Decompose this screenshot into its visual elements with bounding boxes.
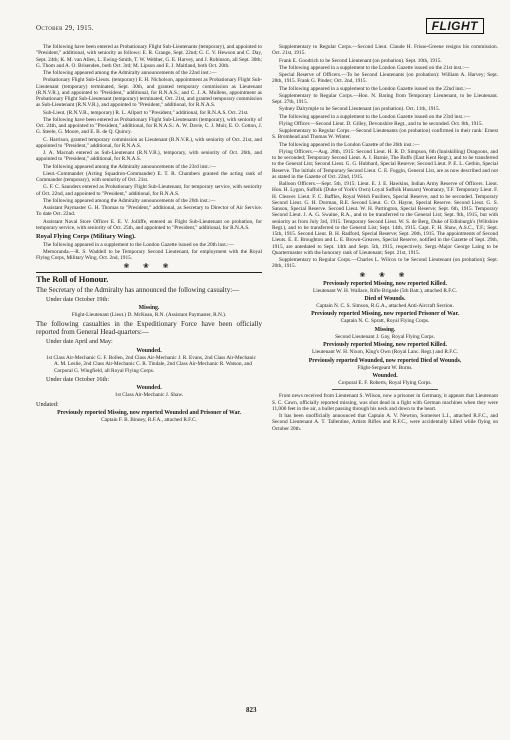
roll-of-honour-heading: The Roll of Honour. bbox=[36, 274, 109, 285]
paragraph: Balloon Officers.—Sept. 5th, 1915: Lieut. E. J. E. Hawkins, Indian Army Reserve of Officers. Lieut. Hon. H. Lygon, Suffolk (Duke of York's Own) Loyal Suffolk Hussars) Yeomanry, T.F. Temporary Lieut. F. H. Cleaver. Lieut. F. C. Baffles, Royal Welsh Fusiliers, Special Reserve, and to be seconded. Temporary Second Lieut. G. H. Dorman, R.E. Second Lieut. G. O. Hayne, Special Reserve. Second Lieut. G. S. Sanson, Special Reserve. Second Lieut. W. H. Partington, Special Reserve; Sept. 6th, 1915. Temporary Second Lieut. J. A. G. Swaine, R.A., and to be transferred to the General List; Sept. 9th, 1915, but with seniority as from July 3rd, 1915. Temporary Second Lieut. W. S. de Berg, Duke of Edinburgh's (Wiltshire Regt.), and to be transferred to the General List; Sept. 14th, 1915. Capt. F. H. Shaw, A.S.C., T.F.; Sept. 15th, 1915. Second Lieut. B. H. Radford, Special Reserve; Sept. 20th, 1915. The appointments of Second Lieuts. E. E. Broughton and L. E. Brown-Greaves, Special Reserve, notified in the Gazette of Sept. 29th, 1915, are antedated to Sept. 14th and Sept. 5th, 1915, respectively. Sergt.-Major George Laing to be Quartermaster with the honorary rank of Lieutenant; Sept. 21st, 1915. bbox=[272, 181, 498, 256]
date-line: Undated: bbox=[36, 400, 59, 408]
casualty-heading: Previously reported Missing, now reported Killed. bbox=[323, 342, 447, 349]
casualty-entry: Captain N. C. S. Simson, R.G.A., attached Anti-Aircraft Section. bbox=[316, 302, 454, 309]
right-column bbox=[272, 44, 498, 433]
paragraph: The following appeared among the Admiralty announcements of the 23rd inst.:— bbox=[43, 163, 216, 170]
paragraph: Sydney Dalrymple to be Second Lieutenant (on probation). Oct. 11th, 1915. bbox=[279, 106, 441, 113]
paragraph: Memoranda.—R. S. Waddell to be Temporary Second Lieutenant, for employment with the Royal Flying Corps, Military Wing. Oct. 2nd, 1915. bbox=[36, 248, 262, 261]
paragraph: J. A. Macnab entered as Sub-Lieutenant (R.N.V.R.), temporary, with seniority of Oct. 26th, and appointed to "President," additional, for R.N.A.S. bbox=[36, 150, 262, 163]
casualty-heading: Previously reported Missing, now reported Prisoner of War. bbox=[311, 311, 459, 318]
page-number: 823 bbox=[246, 706, 257, 714]
casualty-entry: Captain N. C. Spratt, Royal Flying Corps. bbox=[340, 318, 430, 325]
paragraph: Lieut.-Commander (Acting Squadron-Commander) E. T. R. Chambers granted the acting rank of Commander (temporary), with seniority of Oct. 21st. bbox=[36, 170, 262, 183]
paragraph: Flying Officer.—Second Lieut. D. Gilley, Devonshire Regt., and to be seconded. Oct. 8th, 1915. bbox=[279, 120, 483, 127]
paragraph: The following appeared among the Admiralty announcements of the 22nd inst.:— bbox=[43, 70, 217, 76]
casualty-entry: Lieutenant W. H. Wallace, Rifle Brigade (5th Batt.), attached R.F.C. bbox=[313, 287, 457, 294]
paragraph: Supplementary to Regular Corps.—Charles L. Wilcox to be Second Lieutenant (on probation); Sept. 20th, 1915. bbox=[272, 257, 498, 270]
paragraph: The following appeared among the Admiralty announcements of the 26th inst.:— bbox=[43, 197, 216, 204]
paragraph: Assistant Paymaster G. H. Thomas to "President," additional, as Secretary to Director of Air Service. To date Oct. 22nd. bbox=[36, 205, 262, 218]
date-line: Under date April and May: bbox=[46, 338, 113, 346]
casualty-entry: Flight-Sergeant W. Burns. bbox=[357, 364, 413, 371]
ornament: ❀ ❀ ❀ bbox=[359, 270, 411, 279]
paragraph: The following appeared in a supplement to the London Gazette issued on the 22nd inst.:— bbox=[279, 85, 471, 92]
rfc-heading: Royal Flying Corps (Military Wing). bbox=[36, 233, 136, 240]
paragraph: Supplementary to Regular Corps.—Second Lieut. Claude H. Frisse-Greene resigns his commission. Oct. 21st, 1915. bbox=[272, 44, 498, 57]
paragraph: The following have been entered as Probationary Flight Sub-Lieutenants (temporary), and appointed to "President," additional, with seniority as follows: E. R. Grange, Sept. 22nd; G. C. V. Hewson and C. Day, Sept. 24th; K. M. van Allen, L. Ewing-Smith, T. W. Webber, G. E. Harvey, and J. Robinson, all Sept. 30th; G. Thom and A. O. Brisenden, both Oct. 3rd; M. Lipson and E. J. Maitland, both Oct. 20th. bbox=[36, 44, 262, 69]
casualty-entry: 1st Class Air-Mechanic J. Shaw. bbox=[114, 392, 184, 399]
paragraph: Supplementary to Regular Corps.—Hon. N. Baring from Temporary Lieutenant, to be Lieutenant. Sept. 27th, 1915. bbox=[272, 92, 498, 105]
paragraph: Sub-Lieut. (R.N.V.R., temporary) R. L. Allport to "President," additional, for R.N.A.S. Oct. 21st. bbox=[43, 109, 249, 116]
date-line: Under date October 19th: bbox=[46, 295, 110, 303]
casualty-heading: Missing. bbox=[374, 326, 396, 333]
paragraph: It has been unofficially announced that Captain A. V. Newton, Somerset L.I., attached R.F.C., and Second Lieutenant A. T. Tallentine, Artists Rifles and R.F.C., were accidentally killed while flying on October 20th. bbox=[272, 413, 498, 432]
casualty-heading: Wounded. bbox=[136, 385, 162, 392]
paragraph: The following have been entered as Probationary Flight Sub-Lieutenants (temporary), with seniority of Oct. 24th, and appointed to "President," additional, for R.N.A.S.: A. W. Davie, C. J. Muir, E. O. Cotton, J. G. Steele, G. Moore, and E. B. de Q. Quincy. bbox=[36, 116, 262, 136]
paragraph: From news received from Lieutenant S. Wilson, now a prisoner in Germany, it appears that Lieutenant S. C. Cawn, officially reported missing, was shot dead in a fight with German machines when they were 11,000 feet in the air, a bullet passing through his neck and down to the heart. bbox=[272, 393, 498, 412]
paragraph: Special Reserve of Officers.—To be Second Lieutenants (on probation): William A. Harvey; Sept. 28th, 1915. Frank G. Pinder; Oct. 2nd, 1915. bbox=[272, 72, 498, 85]
casualty-heading: Previously reported Missing, now reported Killed. bbox=[323, 280, 447, 287]
paragraph: Frank E. Goodrich to be Second Lieutenant (on probation). Sept. 10th, 1915. bbox=[279, 57, 442, 64]
casualty-entry: Lieutenant W. H. Nixon, King's Own (Royal Lanc. Regt.) and R.F.C. bbox=[312, 349, 458, 356]
expeditionary-intro: The following casualties in the Expeditionary Force have been officially reported from General Head-quarters:— bbox=[36, 319, 262, 337]
paragraph: Flying Officers.—Aug. 28th, 1915: Second Lieut. H. R. D. Simpson, 6th (Inniskilling) Dragoons, and to be seconded; Temporary Second Lieut. A. I. Barnie, The Buffs (East Kent Regt.), and to be transferred to the General List; Second Lieut. G. G. Hubbard, Special Reserve; Second Lieut. P. E. L. Gethin, Special Reserve. The initials of Temporary Second Lieut. C. E. Foggin, General List, are as now described and not as stated in the Gazette of Oct. 22nd, 1915. bbox=[272, 148, 498, 180]
paragraph: G. F. C. Saunders entered as Probationary Flight Sub-Lieutenant, for temporary service, with seniority of Oct. 22nd, and appointed to "President," additional, for R.N.A.S. bbox=[36, 184, 262, 197]
paragraph: The following appeared in a supplement to the London Gazette issued on the 23rd inst.:— bbox=[279, 113, 471, 120]
casualty-entry: Flight-Lieutenant (Lieut.) D. McKean, R.N. (Assistant Paymaster, R.N.). bbox=[71, 312, 227, 319]
section-divider bbox=[36, 272, 262, 273]
flight-logo: FLIGHT bbox=[426, 18, 484, 34]
casualty-heading: Wounded. bbox=[136, 347, 162, 354]
roll-intro: The Secretary of the Admiralty has announced the following casualty:— bbox=[36, 285, 240, 294]
casualty-entry: Captain F. B. Binney, R.F.A., attached R.F.C. bbox=[101, 417, 197, 424]
casualty-entry: 1st Class Air-Mechanic G. F. Bollen, 2nd Class Air-Mechanic J. R. Evans, 2nd Class Air-Mechanic A. M. Leslie, 2nd Class Air-Mechanic C. R. Tindale, 2nd Class Air-Mechanic R. Watson, and Corporal G. Wingfield, all Royal Flying Corps. bbox=[46, 354, 256, 374]
paragraph: Assistant Naval Store Officer E. E. V. Jolliffe, entered as Flight Sub-Lieutenant on probation, for temporary service, with seniority of Oct. 25th, and appointed to "President," additional, for R.N.A.S. bbox=[36, 218, 262, 231]
paragraph: The following appeared in a supplement to the London Gazette issued on the 21st inst.:— bbox=[279, 64, 470, 71]
casualty-heading: Died of Wounds. bbox=[364, 295, 406, 302]
casualty-heading: Missing. bbox=[138, 305, 160, 312]
casualty-heading: Previously reported Wounded, now reported Died of Wounds. bbox=[308, 357, 462, 364]
date-line: Under date October 16th: bbox=[46, 375, 110, 383]
left-column bbox=[36, 44, 262, 425]
paragraph: The following appeared in a supplement to the London Gazette issued on the 20th inst.:— bbox=[43, 241, 234, 248]
paragraph: The following appeared in the London Gazette of the 26th inst.:— bbox=[279, 141, 420, 148]
casualty-heading: Wounded. bbox=[372, 372, 398, 379]
rule bbox=[332, 389, 438, 390]
casualty-entry: Second Lieutenant J. Gay, Royal Flying Corps. bbox=[335, 333, 435, 340]
paragraph: Supplementary to Regular Corps.—Second Lieutenants (on probation) confirmed in their rank: Ernest S. Bromhead and Thomas W. Winter. bbox=[272, 128, 498, 141]
issue-date: October 29, 1915. bbox=[36, 24, 94, 32]
page-header bbox=[36, 18, 484, 38]
casualty-heading: Previously reported Missing, now reported Wounded and Prisoner of War. bbox=[57, 410, 241, 417]
ornament: ❀ ❀ ❀ bbox=[123, 262, 175, 271]
paragraph: Probationary Flight Sub-Lieuts. (temporary) E. H. Nicholson, appointment as Probationary Flight Sub-Lieutenant (temporary) terminated, Sept. 30th, and granted temporary commission as Lieutenant (R.N.V.R.), and appointed to "President," additional, for R.N.A.S.; and C. J. A. Mullens, appointment as Probationary Flight Sub-Lieutenant (temporary) terminated, Oct. 21st, and granted temporary commission as Sub-Lieutenant (R.N.V.R.), and appointed to "President," additional, for R.N.A.S. bbox=[36, 77, 262, 109]
casualty-entry: Corporal E. F. Roberts, Royal Flying Corps. bbox=[338, 379, 432, 386]
paragraph: C. Harrison, granted temporary commission as Lieutenant (R.N.V.R.), with seniority of Oct. 21st, and appointed to "President," additional, for R.N.A.S. bbox=[36, 136, 262, 149]
